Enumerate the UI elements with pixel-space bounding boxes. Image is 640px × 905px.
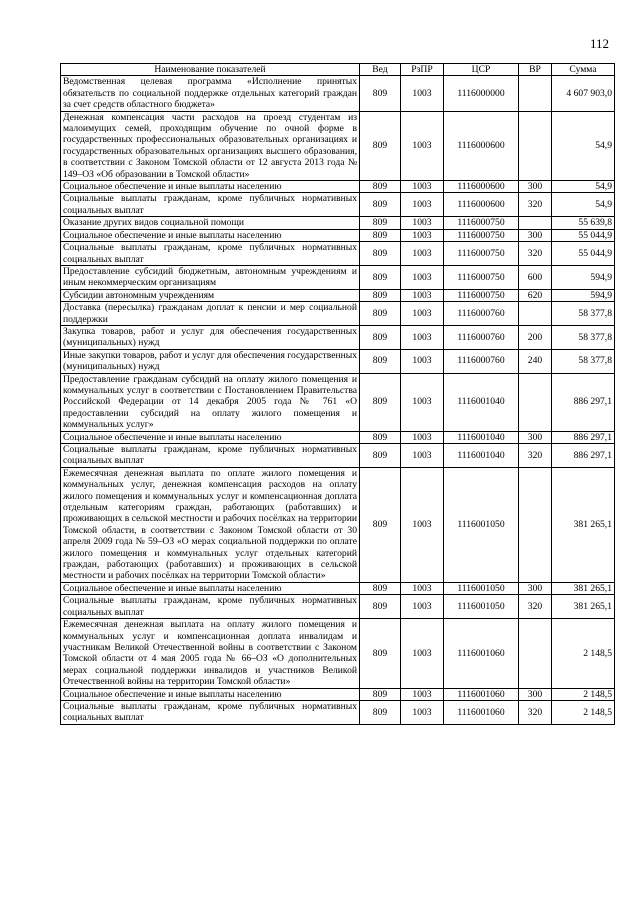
table-row bbox=[61, 595, 615, 619]
cell-sum: 55 639,8 bbox=[552, 217, 615, 229]
cell-sum: 54,9 bbox=[552, 193, 615, 217]
cell-rzpr: 1003 bbox=[401, 582, 444, 594]
cell-csr: 1116001040 bbox=[444, 431, 519, 443]
cell-csr: 1116000750 bbox=[444, 289, 519, 301]
table-row bbox=[61, 431, 615, 443]
cell-ved: 809 bbox=[360, 373, 401, 431]
cell-vr: 240 bbox=[519, 349, 552, 373]
cell-vr: 200 bbox=[519, 325, 552, 349]
cell-rzpr: 1003 bbox=[401, 111, 444, 180]
table-row bbox=[61, 582, 615, 594]
cell-name: Иные закупки товаров, работ и услуг для обеспечения государственных (муниципальных) нужд bbox=[61, 349, 360, 373]
cell-vr: 320 bbox=[519, 444, 552, 468]
cell-ved: 809 bbox=[360, 111, 401, 180]
cell-vr: 300 bbox=[519, 431, 552, 443]
cell-sum: 58 377,8 bbox=[552, 302, 615, 326]
cell-csr: 1116000600 bbox=[444, 181, 519, 193]
cell-sum: 54,9 bbox=[552, 181, 615, 193]
cell-csr: 1116000750 bbox=[444, 242, 519, 266]
cell-rzpr: 1003 bbox=[401, 302, 444, 326]
cell-ved: 809 bbox=[360, 242, 401, 266]
page-number: 112 bbox=[589, 36, 609, 51]
cell-name: Социальное обеспечение и иные выплаты населению bbox=[61, 181, 360, 193]
cell-ved: 809 bbox=[360, 325, 401, 349]
cell-sum: 381 265,1 bbox=[552, 467, 615, 582]
cell-sum: 2 148,5 bbox=[552, 619, 615, 688]
table-row bbox=[61, 444, 615, 468]
cell-csr: 1116000750 bbox=[444, 265, 519, 289]
cell-sum: 54,9 bbox=[552, 111, 615, 180]
cell-name: Закупка товаров, работ и услуг для обеспечения государственных (муниципальных) нужд bbox=[61, 325, 360, 349]
cell-rzpr: 1003 bbox=[401, 467, 444, 582]
cell-ved: 809 bbox=[360, 431, 401, 443]
cell-csr: 1116000750 bbox=[444, 217, 519, 229]
cell-name: Денежная компенсация части расходов на проезд студентам из малоимущих семей, проходящим обучение по очной форме в государственных профессиональных образовательных организациях и государственных образовательных организациях высшего образования, в соответствии с Законом Томской области от 12 августа 2013 года № 149–ОЗ «Об образовании в Томской области» bbox=[61, 111, 360, 180]
table-row bbox=[61, 325, 615, 349]
cell-csr: 1116001050 bbox=[444, 595, 519, 619]
table-row bbox=[61, 217, 615, 229]
cell-vr bbox=[519, 76, 552, 111]
cell-ved: 809 bbox=[360, 582, 401, 594]
cell-name: Социальное обеспечение и иные выплаты населению bbox=[61, 431, 360, 443]
cell-name: Социальное обеспечение и иные выплаты населению bbox=[61, 582, 360, 594]
header-sum: Сумма bbox=[552, 64, 615, 76]
cell-csr: 1116000600 bbox=[444, 111, 519, 180]
cell-name: Ежемесячная денежная выплата по оплате жилого помещения и коммунальных услуг, денежная компенсация расходов на оплату жилого помещения и коммунальных услуг и компенсационная доплата отдельным категориям граждан, работающих (работавших) и проживающих в сельской местности и рабочих посёлках на территории Томской области, в соответствии с Законом Томской области от 30 апреля 2009 года № 59–ОЗ «О мерах социальной поддержки по оплате жилого помещения и коммунальных услуг отдельных категорий граждан, работающих (работавших) и проживающих в сельской местности и рабочих посёлках на территории Томской области» bbox=[61, 467, 360, 582]
cell-vr: 320 bbox=[519, 595, 552, 619]
cell-vr: 620 bbox=[519, 289, 552, 301]
cell-rzpr: 1003 bbox=[401, 265, 444, 289]
cell-csr: 1116000760 bbox=[444, 325, 519, 349]
cell-sum: 55 044,9 bbox=[552, 229, 615, 241]
table-row bbox=[61, 302, 615, 326]
cell-rzpr: 1003 bbox=[401, 76, 444, 111]
cell-sum: 2 148,5 bbox=[552, 700, 615, 724]
cell-ved: 809 bbox=[360, 444, 401, 468]
cell-rzpr: 1003 bbox=[401, 229, 444, 241]
cell-vr bbox=[519, 373, 552, 431]
cell-ved: 809 bbox=[360, 595, 401, 619]
table-row bbox=[61, 193, 615, 217]
table-row bbox=[61, 619, 615, 688]
cell-csr: 1116000750 bbox=[444, 229, 519, 241]
cell-rzpr: 1003 bbox=[401, 619, 444, 688]
cell-name: Социальные выплаты гражданам, кроме публичных нормативных социальных выплат bbox=[61, 595, 360, 619]
cell-ved: 809 bbox=[360, 193, 401, 217]
cell-vr: 320 bbox=[519, 193, 552, 217]
cell-sum: 886 297,1 bbox=[552, 373, 615, 431]
table-header-row bbox=[61, 64, 615, 76]
table-row bbox=[61, 229, 615, 241]
cell-name: Социальное обеспечение и иные выплаты населению bbox=[61, 688, 360, 700]
cell-rzpr: 1003 bbox=[401, 289, 444, 301]
header-csr: ЦСР bbox=[444, 64, 519, 76]
cell-sum: 594,9 bbox=[552, 289, 615, 301]
cell-sum: 55 044,9 bbox=[552, 242, 615, 266]
cell-name: Социальные выплаты гражданам, кроме публичных нормативных социальных выплат bbox=[61, 242, 360, 266]
cell-rzpr: 1003 bbox=[401, 444, 444, 468]
cell-csr: 1116000600 bbox=[444, 193, 519, 217]
cell-sum: 886 297,1 bbox=[552, 444, 615, 468]
cell-name: Ежемесячная денежная выплата на оплату жилого помещения и коммунальных услуг и компенсационная доплата инвалидам и участникам Великой Отечественной войны в соответствии с Законом Томской области от 4 мая 2005 года № 66–ОЗ «О дополнительных мерах социальной поддержки инвалидов и участников Великой Отечественной войны на территории Томской области» bbox=[61, 619, 360, 688]
cell-rzpr: 1003 bbox=[401, 193, 444, 217]
cell-ved: 809 bbox=[360, 467, 401, 582]
cell-rzpr: 1003 bbox=[401, 373, 444, 431]
cell-sum: 886 297,1 bbox=[552, 431, 615, 443]
cell-ved: 809 bbox=[360, 265, 401, 289]
cell-sum: 381 265,1 bbox=[552, 595, 615, 619]
cell-csr: 1116001050 bbox=[444, 582, 519, 594]
cell-sum: 58 377,8 bbox=[552, 349, 615, 373]
cell-ved: 809 bbox=[360, 302, 401, 326]
cell-csr: 1116001050 bbox=[444, 467, 519, 582]
cell-vr: 300 bbox=[519, 688, 552, 700]
cell-sum: 594,9 bbox=[552, 265, 615, 289]
cell-rzpr: 1003 bbox=[401, 217, 444, 229]
cell-vr: 320 bbox=[519, 242, 552, 266]
cell-csr: 1116000760 bbox=[444, 302, 519, 326]
cell-ved: 809 bbox=[360, 700, 401, 724]
table-row bbox=[61, 265, 615, 289]
cell-rzpr: 1003 bbox=[401, 242, 444, 266]
cell-rzpr: 1003 bbox=[401, 700, 444, 724]
cell-csr: 1116000760 bbox=[444, 349, 519, 373]
cell-sum: 4 607 903,0 bbox=[552, 76, 615, 111]
cell-name: Социальные выплаты гражданам, кроме публичных нормативных социальных выплат bbox=[61, 193, 360, 217]
cell-vr: 320 bbox=[519, 700, 552, 724]
cell-rzpr: 1003 bbox=[401, 325, 444, 349]
cell-ved: 809 bbox=[360, 349, 401, 373]
cell-vr bbox=[519, 302, 552, 326]
cell-ved: 809 bbox=[360, 289, 401, 301]
header-name: Наименование показателей bbox=[61, 64, 360, 76]
table-row bbox=[61, 242, 615, 266]
cell-vr: 300 bbox=[519, 229, 552, 241]
table-row bbox=[61, 373, 615, 431]
cell-sum: 58 377,8 bbox=[552, 325, 615, 349]
cell-vr: 300 bbox=[519, 582, 552, 594]
cell-vr: 300 bbox=[519, 181, 552, 193]
cell-name: Доставка (пересылка) гражданам доплат к пенсии и мер социальной поддержки bbox=[61, 302, 360, 326]
cell-sum: 381 265,1 bbox=[552, 582, 615, 594]
budget-table bbox=[60, 63, 615, 725]
cell-ved: 809 bbox=[360, 229, 401, 241]
cell-rzpr: 1003 bbox=[401, 595, 444, 619]
cell-rzpr: 1003 bbox=[401, 431, 444, 443]
header-vr: ВР bbox=[519, 64, 552, 76]
cell-csr: 1116000000 bbox=[444, 76, 519, 111]
cell-csr: 1116001040 bbox=[444, 373, 519, 431]
cell-rzpr: 1003 bbox=[401, 349, 444, 373]
table-row bbox=[61, 349, 615, 373]
cell-rzpr: 1003 bbox=[401, 181, 444, 193]
cell-name: Оказание других видов социальной помощи bbox=[61, 217, 360, 229]
cell-ved: 809 bbox=[360, 688, 401, 700]
cell-csr: 1116001060 bbox=[444, 619, 519, 688]
cell-vr bbox=[519, 217, 552, 229]
table-row bbox=[61, 700, 615, 724]
cell-name: Предоставление субсидий бюджетным, автономным учреждениям и иным некоммерческим организациям bbox=[61, 265, 360, 289]
cell-vr bbox=[519, 467, 552, 582]
cell-name: Ведомственная целевая программа «Исполнение принятых обязательств по социальной поддержке отдельных категорий граждан за счет средств областного бюджета» bbox=[61, 76, 360, 111]
cell-csr: 1116001060 bbox=[444, 688, 519, 700]
cell-ved: 809 bbox=[360, 217, 401, 229]
table-row bbox=[61, 181, 615, 193]
cell-name: Субсидии автономным учреждениям bbox=[61, 289, 360, 301]
cell-ved: 809 bbox=[360, 76, 401, 111]
cell-sum: 2 148,5 bbox=[552, 688, 615, 700]
cell-name: Социальное обеспечение и иные выплаты населению bbox=[61, 229, 360, 241]
cell-rzpr: 1003 bbox=[401, 688, 444, 700]
table-row bbox=[61, 76, 615, 111]
table-row bbox=[61, 688, 615, 700]
cell-csr: 1116001060 bbox=[444, 700, 519, 724]
cell-vr bbox=[519, 111, 552, 180]
cell-name: Социальные выплаты гражданам, кроме публичных нормативных социальных выплат bbox=[61, 444, 360, 468]
cell-name: Социальные выплаты гражданам, кроме публичных нормативных социальных выплат bbox=[61, 700, 360, 724]
cell-vr bbox=[519, 619, 552, 688]
table-row bbox=[61, 467, 615, 582]
cell-name: Предоставление гражданам субсидий на оплату жилого помещения и коммунальных услуг в соответствии с Постановлением Правительства Российской Федерации от 14 декабря 2005 года № 761 «О предоставлении субсидий на оплату жилого помещения и коммунальных услуг» bbox=[61, 373, 360, 431]
table-row bbox=[61, 111, 615, 180]
header-ved: Вед bbox=[360, 64, 401, 76]
header-rzpr: РзПР bbox=[401, 64, 444, 76]
cell-ved: 809 bbox=[360, 619, 401, 688]
table-body bbox=[61, 76, 615, 724]
cell-csr: 1116001040 bbox=[444, 444, 519, 468]
cell-ved: 809 bbox=[360, 181, 401, 193]
table-row bbox=[61, 289, 615, 301]
cell-vr: 600 bbox=[519, 265, 552, 289]
